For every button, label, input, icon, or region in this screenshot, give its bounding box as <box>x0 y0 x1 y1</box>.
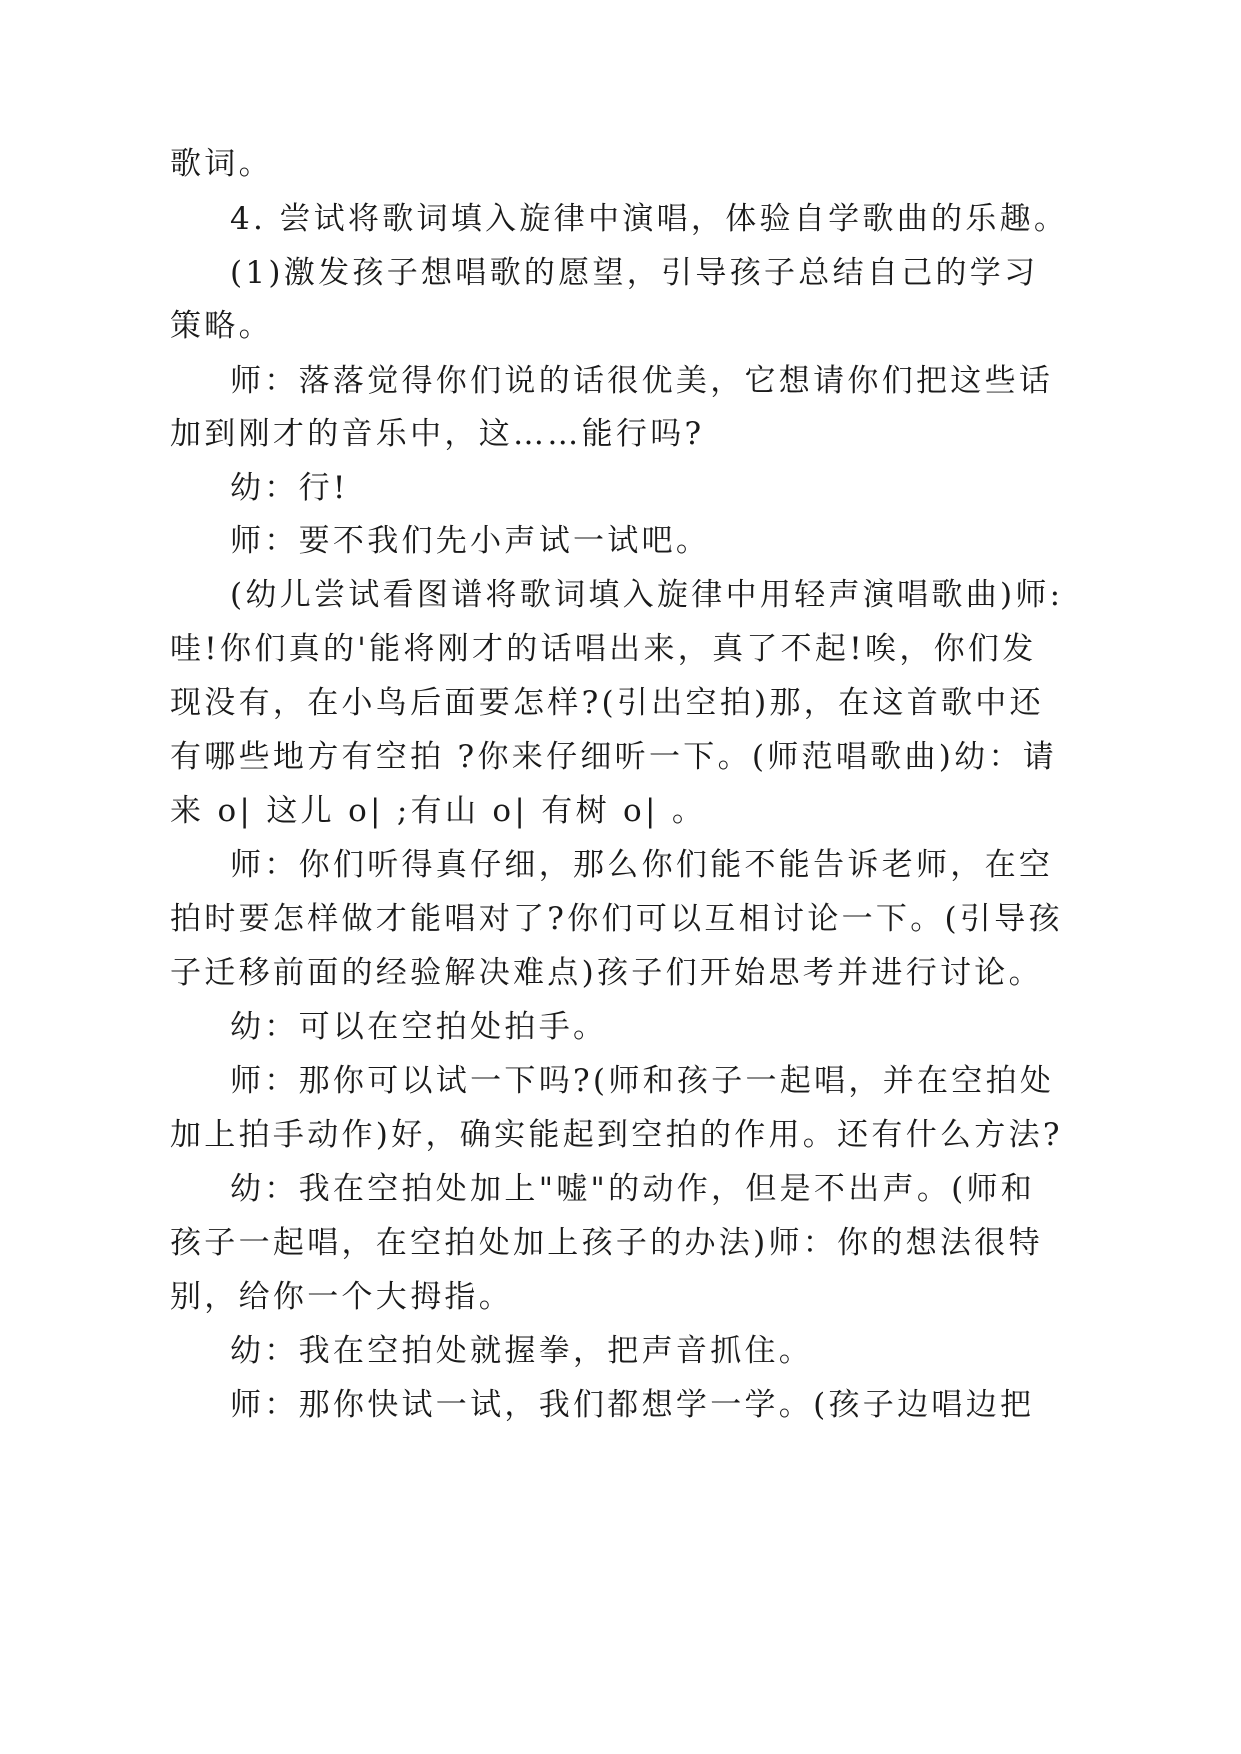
text-line: 4. 尝试将歌词填入旋律中演唱，体验自学歌曲的乐趣。 <box>230 201 1069 237</box>
text-line: 子迁移前面的经验解决难点)孩子们开始思考并进行讨论。 <box>170 955 1043 991</box>
text-line: 加到刚才的音乐中，这……能行吗? <box>170 416 705 452</box>
text-line: (1)激发孩子想唱歌的愿望，引导孩子总结自己的学习 <box>230 255 1039 291</box>
text-line: 加上拍手动作)好，确实能起到空拍的作用。还有什么方法? <box>170 1117 1063 1153</box>
text-line: 拍时要怎样做才能唱对了?你们可以互相讨论一下。(引导孩 <box>170 901 1063 937</box>
text-line: (幼儿尝试看图谱将歌词填入旋律中用轻声演唱歌曲)师: <box>230 577 1064 613</box>
text-line: 哇!你们真的'能将刚才的话唱出来，真了不起!唉，你们发 <box>170 631 1037 667</box>
text-line: 幼：我在空拍处就握拳，把声音抓住。 <box>230 1333 814 1369</box>
text-line: 幼：我在空拍处加上"嘘"的动作，但是不出声。(师和 <box>230 1171 1036 1207</box>
text-line: 有哪些地方有空拍 ?你来仔细听一下。(师范唱歌曲)幼：请 <box>170 739 1058 775</box>
text-line: 师：那你可以试一下吗?(师和孩子一起唱，并在空拍处 <box>230 1063 1055 1099</box>
text-line: 师：要不我们先小声试一试吧。 <box>230 523 711 559</box>
text-line: 师：你们听得真仔细，那么你们能不能告诉老师，在空 <box>230 847 1054 883</box>
text-line: 策略。 <box>170 308 273 344</box>
text-line: 来 o| 这儿 o| ;有山 o| 有树 o| 。 <box>170 793 707 829</box>
text-line: 师：落落觉得你们说的话很优美，它想请你们把这些话 <box>230 363 1054 399</box>
text-line: 孩子一起唱，在空拍处加上孩子的办法)师：你的想法很特 <box>170 1225 1043 1261</box>
text-line: 幼：可以在空拍处拍手。 <box>230 1009 608 1045</box>
text-line: 师：那你快试一试，我们都想学一学。(孩子边唱边把 <box>230 1387 1035 1423</box>
text-line: 歌词。 <box>170 146 273 182</box>
text-line: 别，给你一个大拇指。 <box>170 1279 513 1315</box>
text-line: 现没有，在小鸟后面要怎样?(引出空拍)那，在这首歌中还 <box>170 685 1044 721</box>
text-line: 幼：行! <box>230 470 349 506</box>
